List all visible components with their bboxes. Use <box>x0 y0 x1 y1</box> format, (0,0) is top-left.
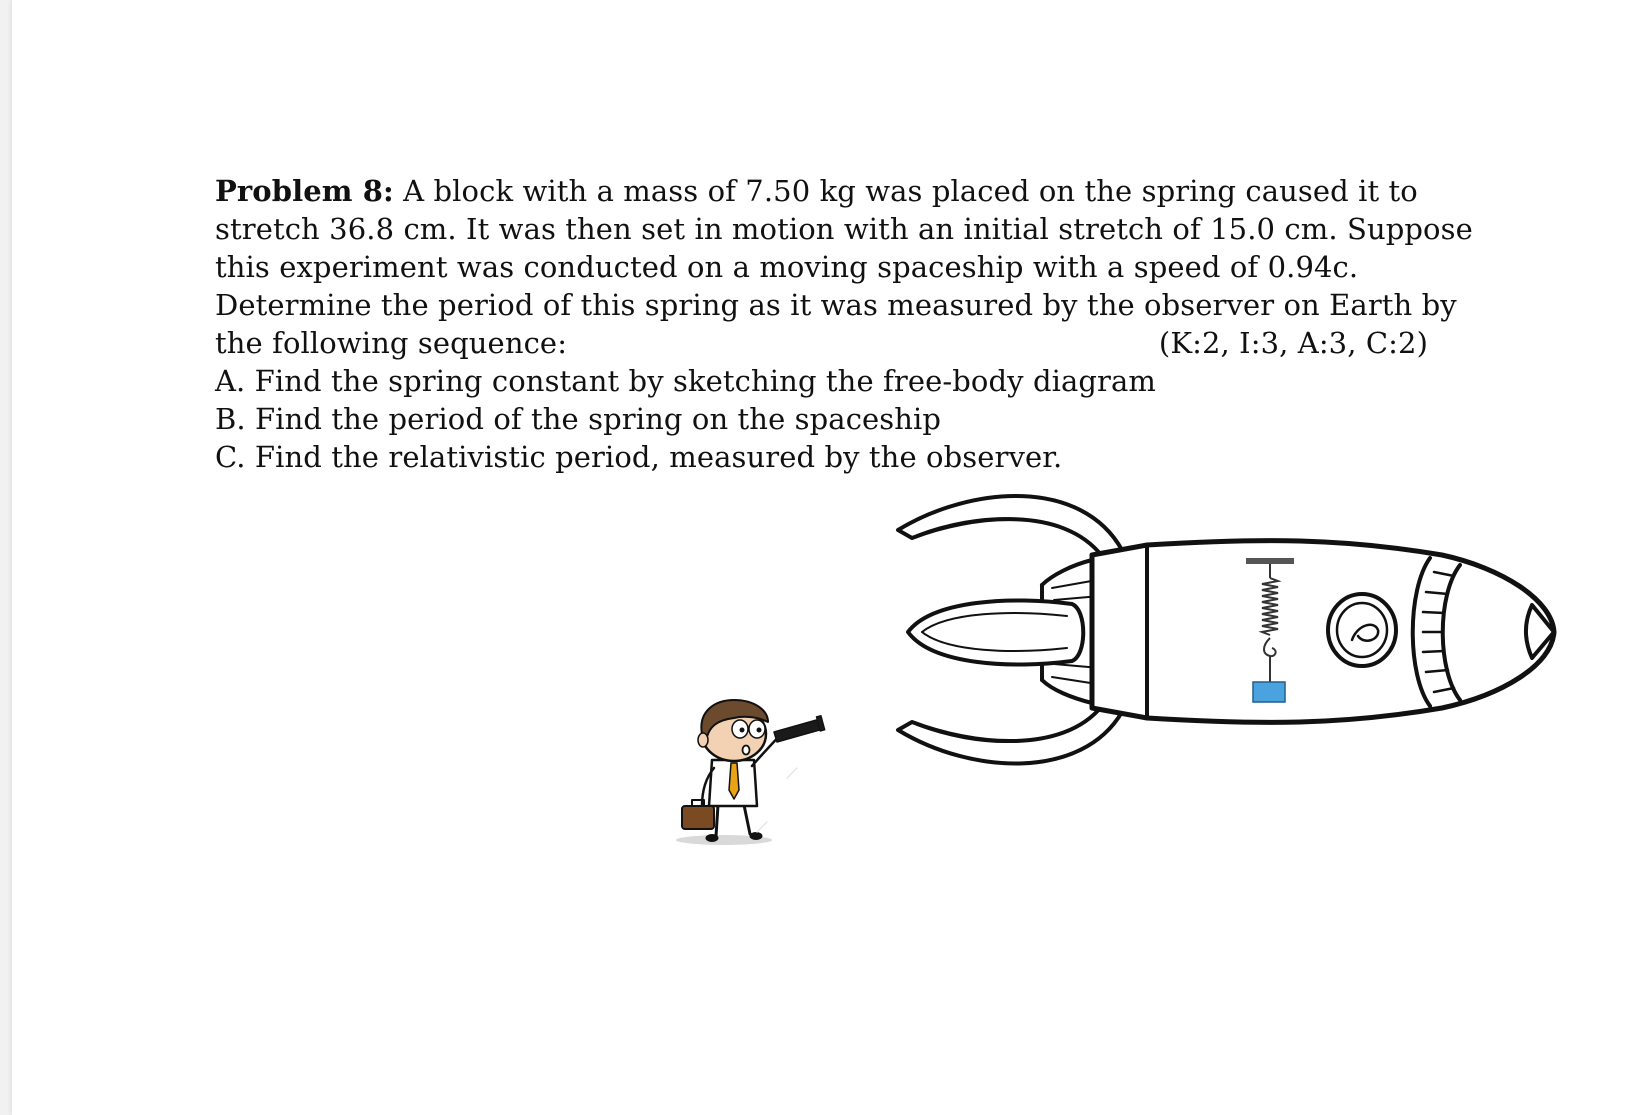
problem-text-1: A block with a mass of 7.50 kg was placed on the spring caused it to <box>393 174 1418 208</box>
spring-ceiling-mount <box>1246 558 1294 564</box>
problem-text-5: the following sequence: <box>215 326 568 360</box>
mass-block <box>1253 682 1285 702</box>
problem-line-3: this experiment was conducted on a moving spaceship with a speed of 0.94c. <box>215 250 1359 284</box>
part-a: A. Find the spring constant by sketching the free-body diagram <box>215 364 1156 398</box>
problem-label: Problem 8: <box>215 174 394 208</box>
observer-illustration <box>676 700 825 845</box>
telescope-icon <box>774 715 825 742</box>
problem-line-2: stretch 36.8 cm. It was then set in motion with an initial stretch of 15.0 cm. Suppose <box>215 212 1473 246</box>
illustration <box>12 0 1640 1115</box>
part-b: B. Find the period of the spring on the spaceship <box>215 402 942 436</box>
problem-line-4: Determine the period of this spring as it was measured by the observer on Earth by <box>215 288 1457 322</box>
rocket-illustration <box>898 496 1554 764</box>
points-breakdown: (K:2, I:3, A:3, C:2) <box>1158 326 1428 360</box>
part-c: C. Find the relativistic period, measured by the observer. <box>215 440 1063 474</box>
document-page <box>12 0 1640 1115</box>
briefcase <box>682 806 714 829</box>
tie <box>729 763 739 799</box>
